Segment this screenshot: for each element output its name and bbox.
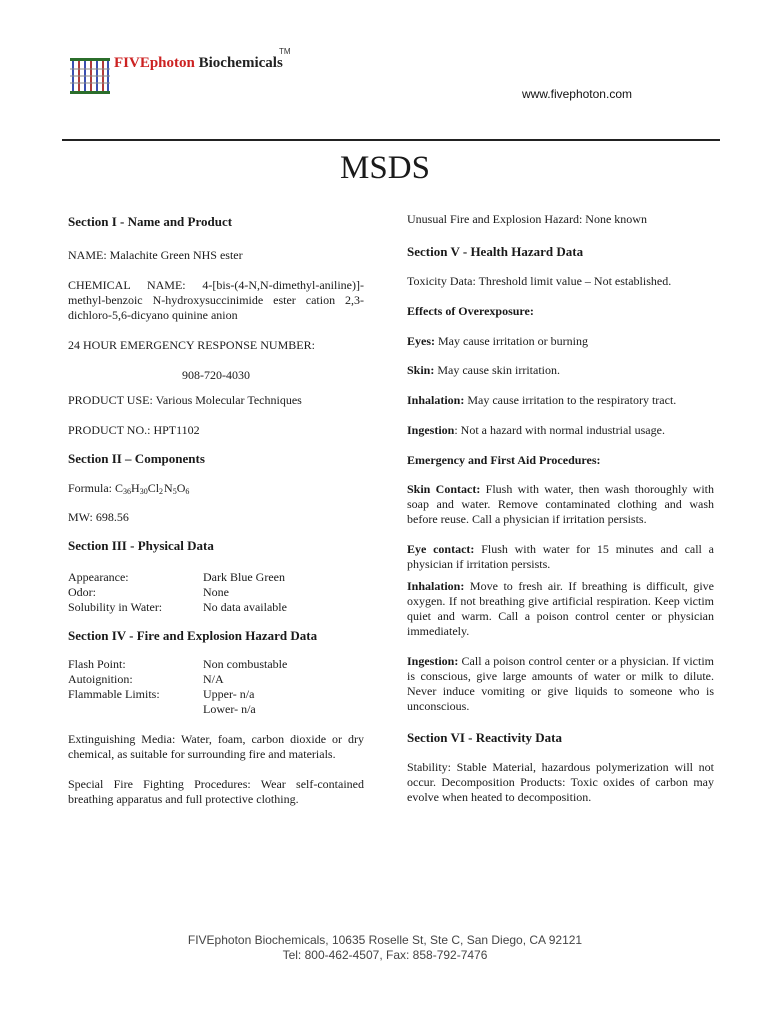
product-use: PRODUCT USE: Various Molecular Techniques [68,393,302,407]
footer [0,933,770,963]
first-aid-inhalation: Inhalation: Move to fresh air. If breathing is difficult, give oxygen. If not breathing give artificial respiration. Keep victim quiet and warm. Call a poison control center or physician immediately. [407,579,714,638]
first-aid-heading: Emergency and First Aid Procedures: [407,453,601,467]
emergency-number: 908-720-4030 [182,368,250,382]
effect-ingestion: Ingestion: Not a hazard with normal industrial usage. [407,423,665,437]
unusual-hazard: Unusual Fire and Explosion Hazard: None known [407,212,647,226]
chemical-name: CHEMICAL NAME: 4-[bis-(4-N,N-dimethyl-aniline)]-methyl-benzoic N-hydroxysuccinimide ester cation 2,3-dichloro-5,6-dicyano quinine anion [68,278,364,322]
physical-row: Odor: None [68,585,229,599]
footer-address: FIVEphoton Biochemicals, 10635 Roselle St, Ste C, San Diego, CA 92121 [187,933,583,947]
effect-skin: Skin: May cause skin irritation. [407,363,560,377]
left-column [68,214,364,807]
physical-row: Appearance: Dark Blue Green [68,570,285,584]
physical-row: Solubility in Water: No data available [68,600,287,614]
header-divider [62,139,720,141]
fire-data-table [68,657,364,717]
first-aid-eye: Eye contact: Flush with water for 15 minutes and call a physician if irritation persists. [407,542,714,571]
effects-heading: Effects of Overexposure: [407,304,534,318]
effect-eyes: Eyes: May cause irritation or burning [407,334,588,348]
product-name: NAME: Malachite Green NHS ester [68,248,243,262]
effect-inhalation: Inhalation: May cause irritation to the respiratory tract. [407,393,677,407]
section-6-heading: Section VI - Reactivity Data [407,730,563,745]
product-number: PRODUCT NO.: HPT1102 [68,423,200,437]
section-1-heading: Section I - Name and Product [68,214,233,229]
first-aid-skin: Skin Contact: Flush with water, then wash thoroughly with soap and water. Remove contaminated clothing and wash before reuse. Call a physician if irritation persists. [407,482,715,526]
toxicity-data: Toxicity Data: Threshold limit value – Not established. [407,274,672,288]
fire-row: Autoignition: N/A [68,672,224,686]
section-3-heading: Section III - Physical Data [68,538,214,553]
section-4-heading: Section IV - Fire and Explosion Hazard Data [68,628,318,643]
fire-row: Lower- n/a [203,702,256,716]
fire-row: Flash Point: Non combustable [68,657,288,671]
extinguishing-media: Extinguishing Media: Water, foam, carbon dioxide or dry chemical, as suitable for surrounding fire and materials. [68,732,364,761]
special-fire-procedures: Special Fire Fighting Procedures: Wear self-contained breathing apparatus and full protective clothing. [68,777,364,806]
emergency-label: 24 HOUR EMERGENCY RESPONSE NUMBER: [68,338,315,352]
document-title: MSDS [340,150,430,186]
section-2-heading: Section II – Components [68,451,205,466]
right-column [407,212,714,805]
fire-row: Flammable Limits: Upper- n/a [68,687,255,701]
molecular-weight: MW: 698.56 [68,510,129,524]
footer-contact: Tel: 800-462-4507, Fax: 858-792-7476 [282,948,488,962]
stability-data: Stability: Stable Material, hazardous polymerization will not occur. Decomposition Products: Toxic oxides of carbon may evolve when heated to decomposition. [407,760,714,804]
brand-name: FIVEphoton Biochemicals [114,55,283,71]
formula: Formula: $C_{36}H_{30}Cl_2$ $N_5O_6$ [68,481,190,496]
website-link[interactable]: www.fivephoton.com [521,87,632,101]
first-aid-ingestion: Ingestion: Call a poison control center or a physician. If victim is conscious, give large amounts of water or milk to dilute. Never induce vomiting or give liquids to someone who is unconscious. [407,654,714,713]
physical-data-table [68,570,364,615]
section-5-heading: Section V - Health Hazard Data [407,244,584,259]
trademark-mark: TM [279,47,291,56]
